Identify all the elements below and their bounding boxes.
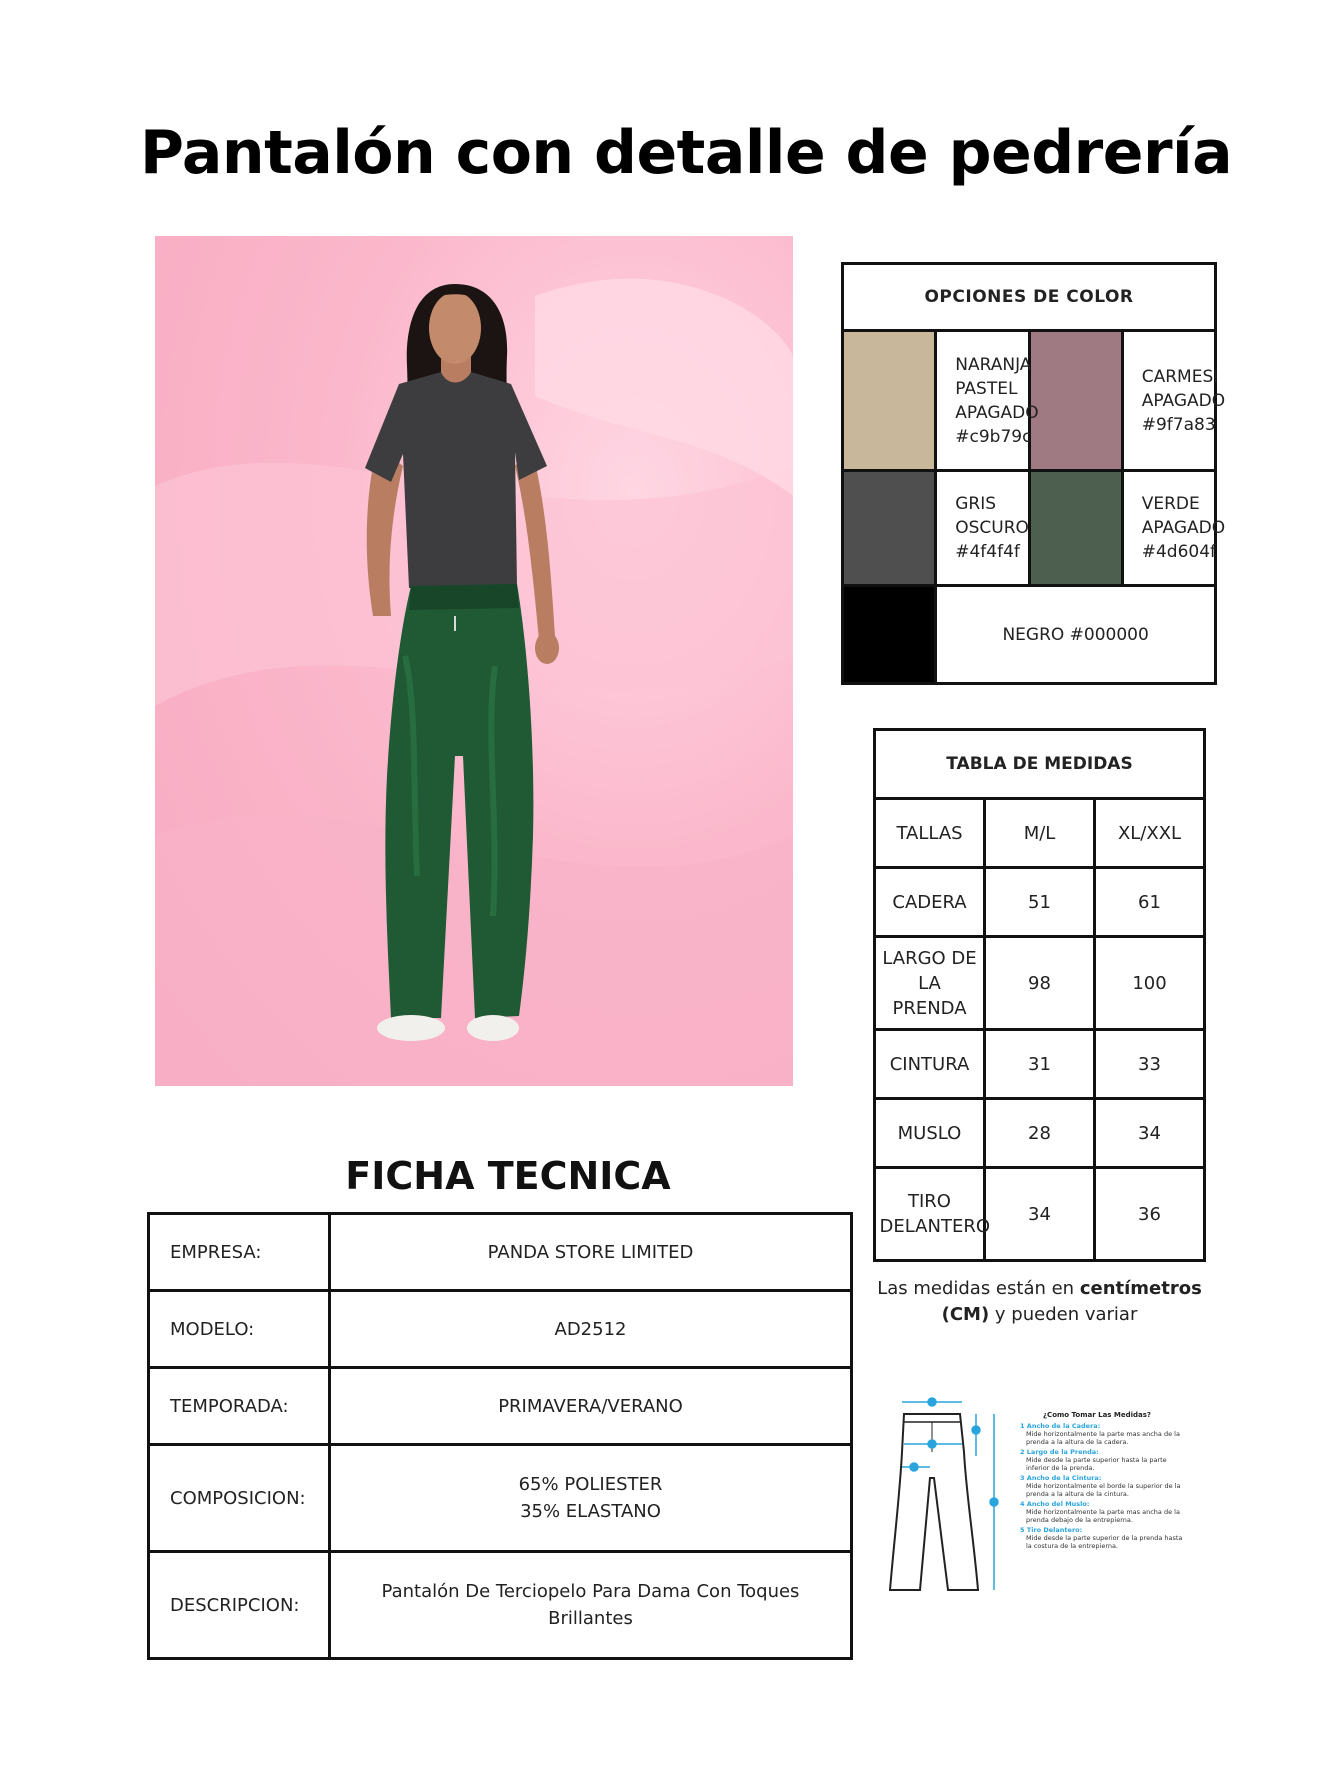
spec-value — [330, 1445, 852, 1552]
table-row — [875, 1168, 1205, 1261]
color-hex: #000000 — [1069, 624, 1149, 645]
spec-value — [330, 1552, 852, 1659]
list-item — [1020, 1448, 1190, 1472]
note-text: Las medidas están en — [877, 1278, 1080, 1299]
list-item — [1020, 1526, 1190, 1550]
measure-value: 100 — [1095, 937, 1205, 1030]
spec-value-line: 35% ELASTANO — [520, 1501, 661, 1522]
color-hex: #9f7a83 — [1141, 414, 1216, 435]
measure-label — [875, 937, 985, 1030]
product-photo — [155, 236, 793, 1086]
measure-value: 28 — [985, 1099, 1095, 1168]
note-text: y pueden variar — [989, 1304, 1138, 1325]
table-row — [149, 1368, 852, 1445]
measures-note — [873, 1276, 1206, 1328]
guide-step-desc: Mide horizontalmente la parte mas ancha de la prenda a la altura de la cadera. — [1026, 1430, 1180, 1446]
table-row — [875, 1099, 1205, 1168]
note-unit: centímetros (CM) — [941, 1278, 1202, 1325]
color-swatch-negro — [843, 586, 936, 684]
page-title: Pantalón con detalle de pedrería — [140, 118, 1233, 188]
color-name: NEGRO — [1002, 624, 1065, 645]
table-row — [149, 1214, 852, 1291]
measure-label-text: LARGO DE LA PRENDA — [882, 947, 977, 1019]
color-swatch-carmesi — [1029, 331, 1122, 471]
spec-key: MODELO: — [149, 1291, 330, 1368]
list-item — [1020, 1500, 1190, 1524]
table-row — [875, 1030, 1205, 1099]
guide-step-title: 1 Ancho de la Cadera: — [1020, 1422, 1101, 1430]
color-name: NARANJA PASTEL APAGADO — [955, 354, 1039, 423]
guide-step-title: 2 Largo de la Prenda: — [1020, 1448, 1099, 1456]
pants-outline-icon — [882, 1392, 1032, 1612]
size-table — [873, 728, 1206, 1262]
guide-step-desc: Mide desde la parte superior hasta la parte inferior de la prenda. — [1026, 1456, 1167, 1472]
table-row — [149, 1291, 852, 1368]
size-column-header: XL/XXL — [1095, 799, 1205, 868]
guide-step-desc: Mide desde la parte superior de la prenda hasta la costura de la entrepierna. — [1026, 1534, 1183, 1550]
guide-steps — [1020, 1422, 1190, 1552]
color-options-heading: OPCIONES DE COLOR — [843, 264, 1216, 331]
list-item — [1020, 1474, 1190, 1498]
spec-value-line: 65% POLIESTER — [518, 1474, 663, 1495]
table-row — [875, 868, 1205, 937]
measure-value: 36 — [1095, 1168, 1205, 1261]
guide-heading: ¿Como Tomar Las Medidas? — [1043, 1411, 1151, 1419]
measure-label: MUSLO — [875, 1099, 985, 1168]
measure-label — [875, 1168, 990, 1261]
color-swatch-verde — [1029, 471, 1122, 586]
measure-value: 51 — [985, 868, 1095, 937]
guide-step-title: 3 Ancho de la Cintura: — [1020, 1474, 1102, 1482]
list-item — [1020, 1422, 1190, 1446]
color-name: VERDE APAGADO — [1141, 494, 1226, 538]
measure-label-text: TIRO DELANTERO — [879, 1191, 990, 1237]
color-swatch-naranja — [843, 331, 936, 471]
model-illustration — [155, 236, 793, 1086]
table-row — [149, 1445, 852, 1552]
spec-key: COMPOSICION: — [149, 1445, 330, 1552]
size-column-header: M/L — [985, 799, 1095, 868]
color-label-naranja — [936, 331, 1039, 471]
spec-value: PANDA STORE LIMITED — [330, 1214, 852, 1291]
color-swatch-gris — [843, 471, 936, 586]
guide-step-desc: Mide horizontalmente la parte mas ancha de la prenda debajo de la entrepierna. — [1026, 1508, 1180, 1524]
measure-value: 31 — [985, 1030, 1095, 1099]
color-label-gris — [936, 471, 1029, 586]
spec-key: DESCRIPCION: — [149, 1552, 330, 1659]
measure-value: 98 — [985, 937, 1095, 1030]
ficha-heading: FICHA TECNICA — [345, 1154, 671, 1198]
table-row — [875, 937, 1205, 1030]
measure-value: 33 — [1095, 1030, 1205, 1099]
color-name: CARMESI APAGADO — [1141, 366, 1226, 411]
measure-value: 34 — [985, 1168, 1095, 1261]
measure-label: CADERA — [875, 868, 985, 937]
size-column-header: TALLAS — [875, 799, 985, 868]
color-hex: #4f4f4f — [955, 542, 1020, 562]
spec-key: EMPRESA: — [149, 1214, 330, 1291]
color-name: GRIS OSCURO — [955, 494, 1029, 538]
color-label-verde — [1122, 471, 1226, 586]
measure-label: CINTURA — [875, 1030, 985, 1099]
table-row — [149, 1552, 852, 1659]
spec-table — [147, 1212, 853, 1660]
color-hex: #4d604f — [1141, 542, 1217, 562]
color-label-carmesi — [1122, 331, 1226, 471]
spec-value: AD2512 — [330, 1291, 852, 1368]
spec-value-text: Pantalón De Terciopelo Para Dama Con Toques Brillantes — [381, 1581, 800, 1629]
spec-value: PRIMAVERA/VERANO — [330, 1368, 852, 1445]
color-hex: #c9b79c — [955, 426, 1032, 447]
measure-value: 61 — [1095, 868, 1205, 937]
guide-step-title: 5 Tiro Delantero: — [1020, 1526, 1083, 1534]
guide-step-desc: Mide horizontalmente el borde la superior de la prenda a la altura de la cintura. — [1026, 1482, 1181, 1498]
guide-step-title: 4 Ancho del Muslo: — [1020, 1500, 1090, 1508]
color-label-negro — [936, 586, 1216, 684]
measure-value: 34 — [1095, 1099, 1205, 1168]
color-options-table — [841, 262, 1226, 685]
spec-key: TEMPORADA: — [149, 1368, 330, 1445]
size-table-heading: TABLA DE MEDIDAS — [875, 730, 1205, 799]
